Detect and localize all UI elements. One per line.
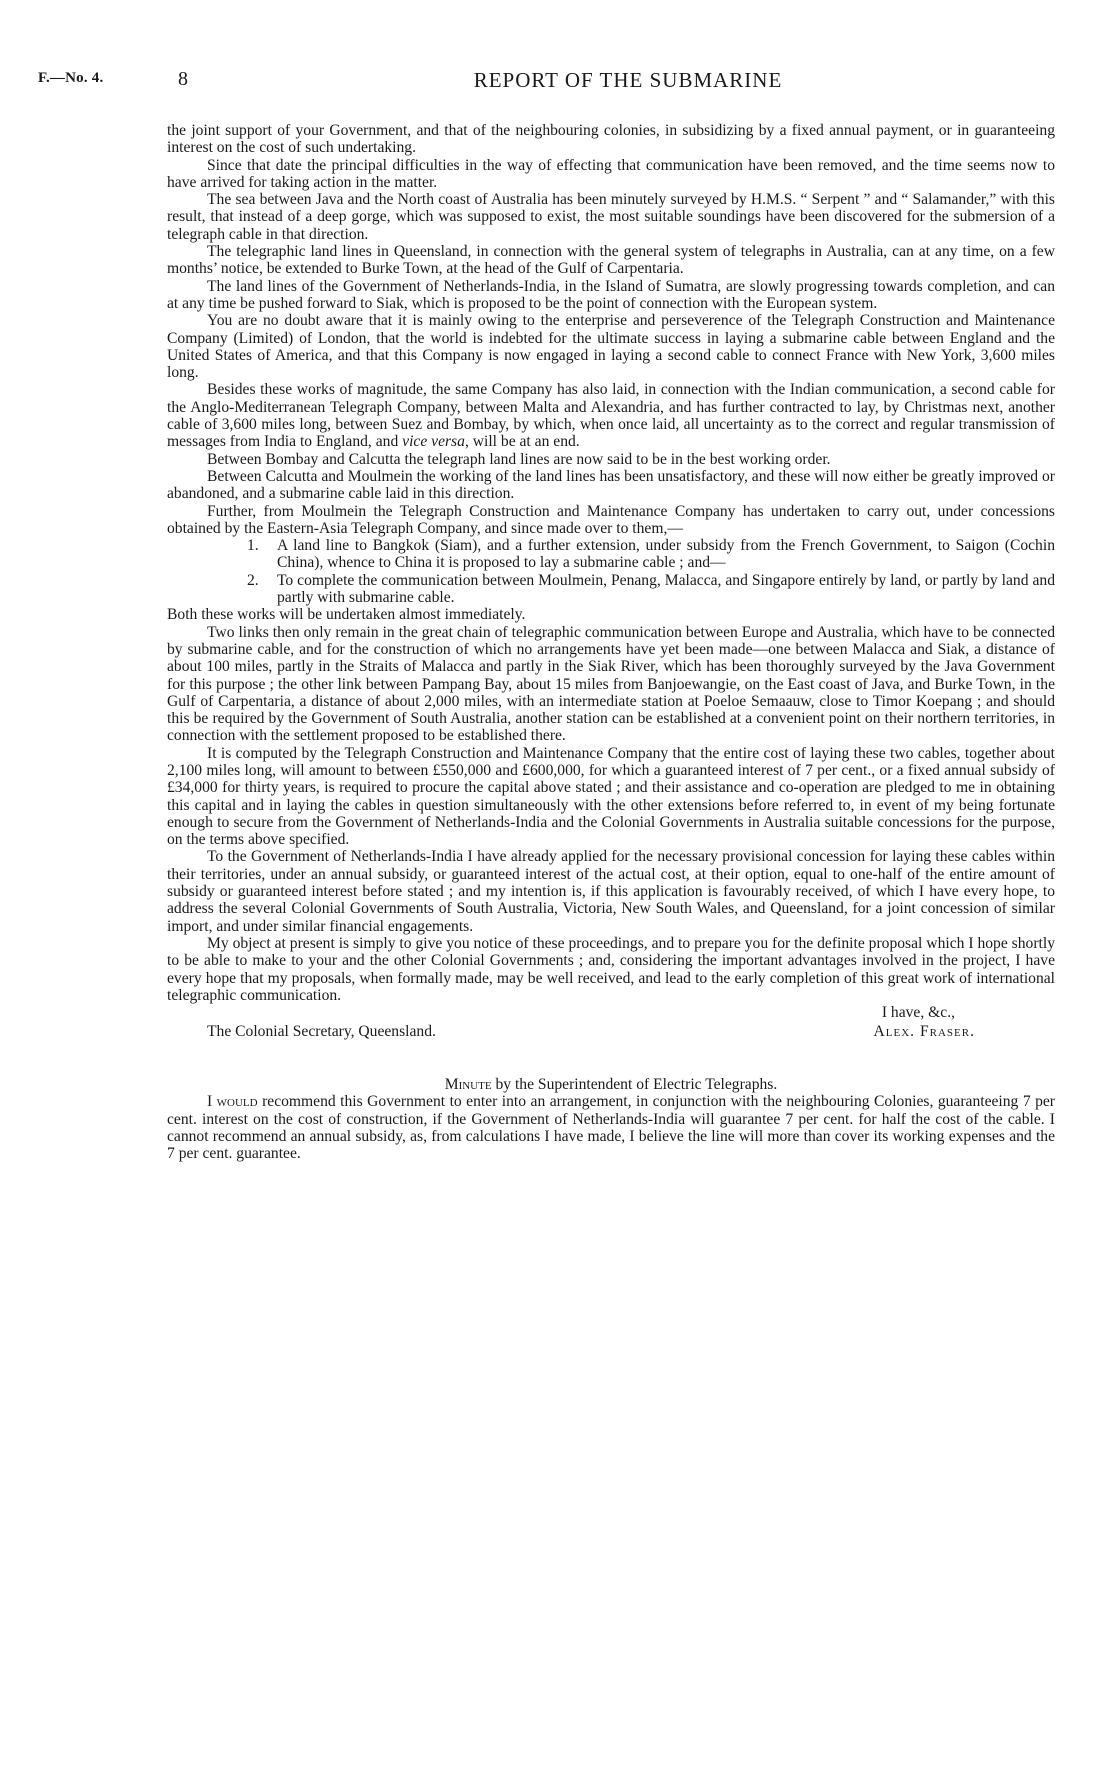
- minute-lead: I would: [207, 1093, 258, 1111]
- addressee: The Colonial Secretary, Queensland.: [207, 1023, 436, 1041]
- signoff: [167, 1004, 1055, 1044]
- minute-title: [167, 1076, 1055, 1093]
- paragraph: It is computed by the Telegraph Construction and Maintenance Company that the entire cost of laying these two cables, together about 2,100 miles long, will amount to between £550,000 and £600,000, for which a guaranteed interest of 7 per cent., or a fixed annual subsidy of £34,000 for thirty years, is required to procure the capital above stated ; and their assistance and co-operation are pledged to me in obtaining this capital and in laying the cables in question simultaneously with the other extensions before referred to, in event of my being fortunate enough to secure from the Government of Netherlands-India and the Colonial Governments in Australia suitable concessions for the purpose, on the terms above specified.: [167, 744, 1055, 849]
- list-item-text: To complete the communication between Moulmein, Penang, Malacca, and Singapore entirely by land, or partly by land and partly with submarine cable.: [277, 571, 1055, 607]
- paper-reference: F.—No. 4.: [38, 70, 104, 86]
- paragraph: Between Bombay and Calcutta the telegraph land lines are now said to be in the best working order.: [207, 450, 831, 468]
- numbered-list: [167, 537, 1055, 606]
- closing-phrase: I have, &c.,: [881, 1004, 955, 1022]
- paragraph: My object at present is simply to give you notice of these proceedings, and to prepare you for the definite proposal which I hope shortly to be able to make to your and the other Colonial Governments ; and, considering the important advantages involved in the project, I have every hope that my proposals, when formally made, may be well received, and lead to the early completion of this great work of international telegraphic communication.: [167, 934, 1055, 1004]
- list-number: 1.: [247, 537, 259, 555]
- paragraph-text: Besides these works of magnitude, the same Company has also laid, in connection with the Indian communication, a second cable for the Anglo-Mediterranean Telegraph Company, between Malta and Alexandria, and has further contracted to lay, by Christmas next, another cable of 3,600 miles long, between Suez and Bombay, by which, when once laid, all uncertainty as to the correct and regular transmission of messages from India to England, and: [167, 381, 1055, 451]
- list-number: 2.: [247, 571, 259, 589]
- paragraph: You are no doubt aware that it is mainly owing to the enterprise and perseverence of the Telegraph Construction and Maintenance Company (Limited) of London, that the world is indebted for the ultimate success in laying a submarine cable between England and the United States of America, and that this Company is now engaged in laying a second cable to connect France with New York, 3,600 miles long.: [167, 312, 1055, 382]
- running-title: REPORT OF THE SUBMARINE: [473, 68, 783, 92]
- paragraph: Between Calcutta and Moulmein the working of the land lines has been unsatisfactory, and these will now either be greatly improved or abandoned, and a submarine cable laid in this direction.: [167, 467, 1055, 503]
- paragraph: [167, 381, 1055, 450]
- paragraph: Further, from Moulmein the Telegraph Construction and Maintenance Company has undertaken to carry out, under concessions obtained by the Eastern-Asia Telegraph Company, and since made over to them,—: [167, 502, 1055, 537]
- paragraph: the joint support of your Government, and that of the neighbouring colonies, in subsidizing by a fixed annual payment, or in guaranteeing interest on the cost of such undertaking.: [167, 122, 1055, 157]
- minute-title-lead: Minute: [444, 1076, 492, 1094]
- letter-body: [167, 122, 1055, 1163]
- paragraph: The telegraphic land lines in Queensland, in connection with the general system of telegraphs in Australia, can at any time, on a few months’ notice, be extended to Burke Town, at the head of the Gulf of Carpentaria.: [167, 243, 1055, 278]
- paragraph: Two links then only remain in the great chain of telegraphic communication between Europe and Australia, which have to be connected by submarine cable, and for the construction of which no arrangements have yet been made—one between Malacca and Siak, a distance of about 100 miles, partly in the Straits of Malacca and partly in the Siak River, which has been thoroughly surveyed by the Java Government for this purpose ; the other link between Pampang Bay, about 15 miles from Banjoewangie, on the East coast of Java, and Burke Town, in the Gulf of Carpentaria, a distance of about 2,000 miles, with an intermediate station at Poeloe Semaauw, close to Timor Koepang ; and should this be required by the Government of South Australia, another station can be established at a convenient point on their northern territories, in connection with the settlement proposed to be established there.: [167, 623, 1055, 745]
- signer-name: Alex. Fraser.: [873, 1023, 975, 1041]
- page-number: 8: [178, 68, 188, 90]
- paragraph: The sea between Java and the North coast of Australia has been minutely surveyed by H.M.S. “ Serpent ” and “ Salamander,” with this result, that instead of a deep gorge, which was supposed to exist, the most suitable soundings have been discovered for the submersion of a telegraph cable in that direction.: [167, 191, 1055, 243]
- page-header: [38, 68, 1058, 96]
- minute-title-rest: by the Superintendent of Electric Telegraphs.: [491, 1076, 778, 1094]
- minute-text: recommend this Government to enter into an arrangement, in conjunction with the neighbouring Colonies, guaranteeing 7 per cent. interest on the cost of construction, if the Government of Netherlands-India will guarantee 7 per cent. for half the cost of the cable. I cannot recommend an annual subsidy, as, from calculations I have made, I believe the line will more than cover its working expenses and the 7 per cent. guarantee.: [167, 1093, 1055, 1163]
- list-item: [167, 537, 1055, 572]
- paragraph: The land lines of the Government of Netherlands-India, in the Island of Sumatra, are slowly progressing towards completion, and can at any time be pushed forward to Siak, which is proposed to be the point of connection with the European system.: [167, 277, 1055, 312]
- list-item-text: A land line to Bangkok (Siam), and a further extension, under subsidy from the French Government, to Saigon (Cochin China), whence to China it is proposed to lay a submarine cable ; and—: [277, 537, 1055, 572]
- paragraph: To the Government of Netherlands-India I have already applied for the necessary provisional concession for laying these cables within their territories, under an annual subsidy, or guaranteed interest of the actual cost, at their option, equal to one-half of the entire amount of subsidy or guaranteed interest before stated ; and my intention is, if this application is favourably received, of which I have every hope, to address the several Colonial Governments of South Australia, Victoria, New South Wales, and Queensland, for a joint concession of similar import, and under similar financial engagements.: [167, 848, 1055, 935]
- minute-body: [167, 1093, 1055, 1162]
- paragraph: Since that date the principal difficulties in the way of effecting that communication have been removed, and the time seems now to have arrived for taking action in the matter.: [167, 156, 1055, 191]
- italic-phrase: vice versa: [402, 433, 465, 451]
- paragraph-text: , will be at an end.: [464, 433, 580, 451]
- list-item: [167, 572, 1055, 607]
- paragraph: Both these works will be undertaken almost immediately.: [167, 606, 526, 624]
